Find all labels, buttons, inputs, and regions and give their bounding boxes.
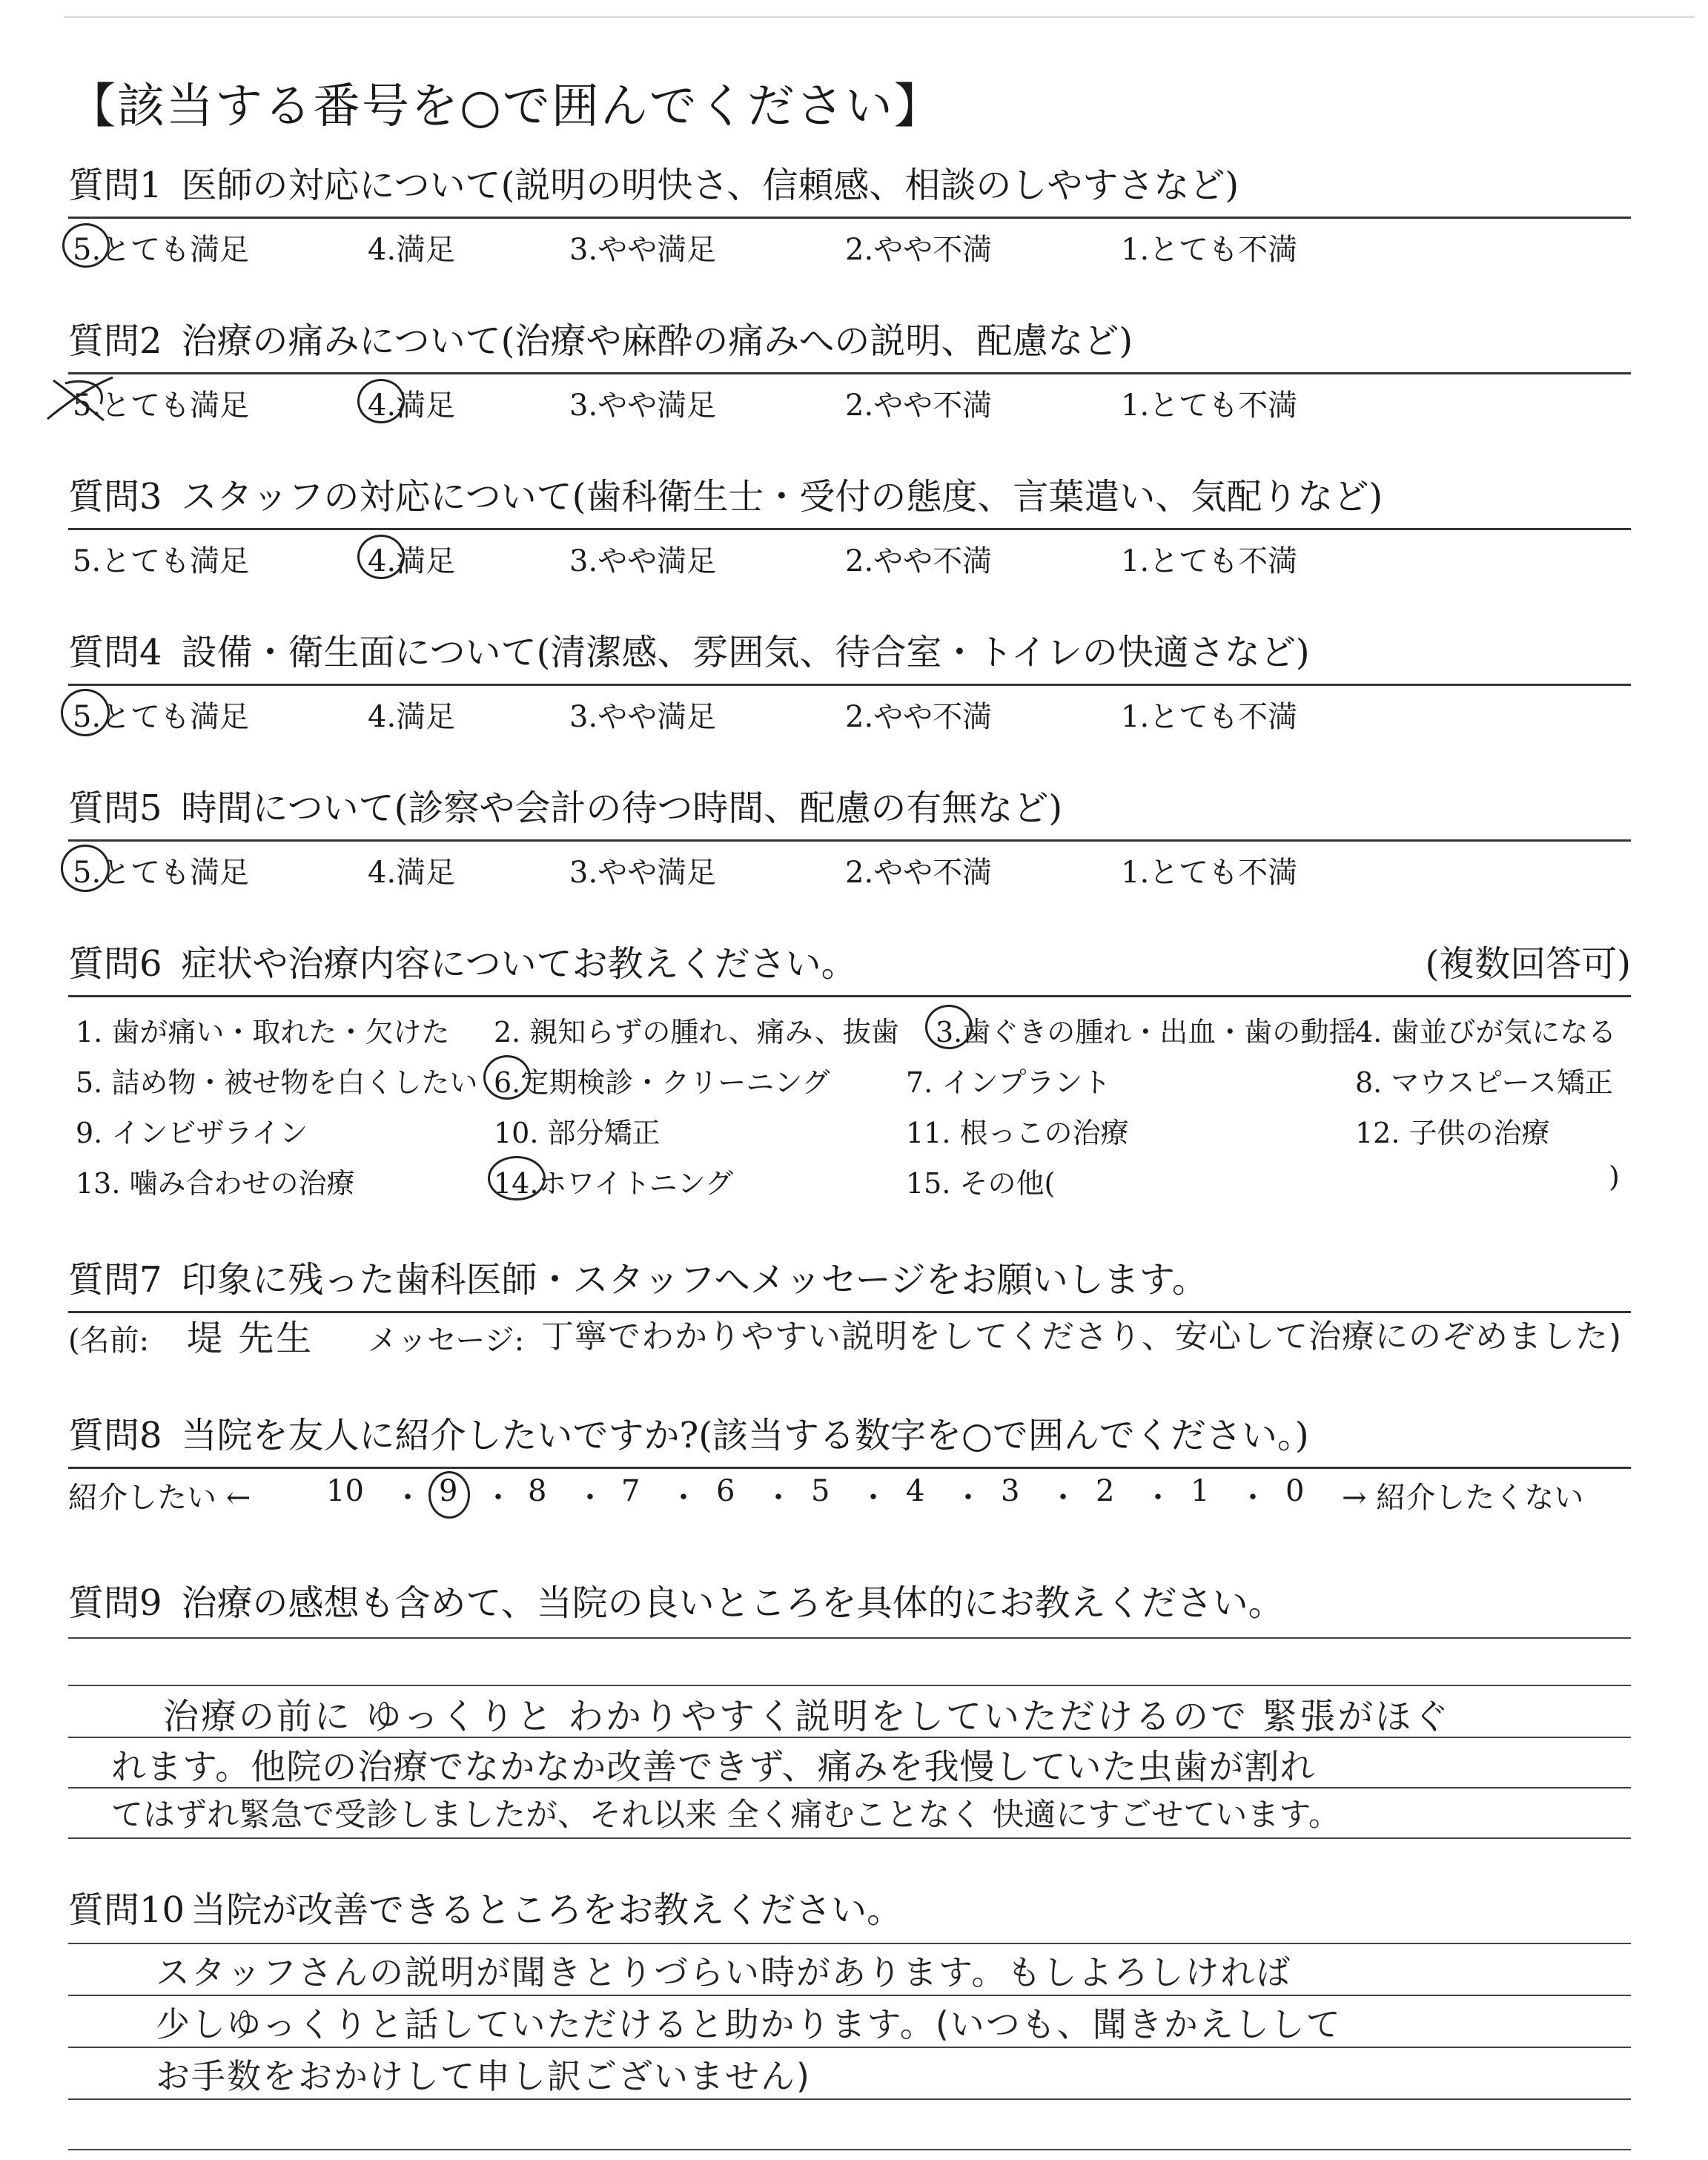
name-value[interactable]: 堤 先生 <box>187 1318 314 1359</box>
question-number: 質問7 <box>68 1259 162 1301</box>
option-3[interactable]: 3.やや満足 <box>569 389 717 423</box>
answer-text-line[interactable]: スタッフさんの説明が聞きとりづらい時があります。もしよろしければ <box>156 1952 1292 1992</box>
question-number: 質問2 <box>68 320 162 362</box>
selection-circle <box>925 1005 973 1049</box>
option-2[interactable]: 2.やや不満 <box>845 544 993 578</box>
instruction-header: 【該当する番号を○で囲んでください】 <box>68 79 943 134</box>
cross-out-mark <box>43 374 117 423</box>
message-label: メッセージ: <box>368 1324 525 1358</box>
message-row <box>68 1317 149 1359</box>
answer-line <box>68 1637 1631 1639</box>
question-title: 当院を友人に紹介したいですか?(該当する数字を○で囲んでください。) <box>181 1415 1309 1456</box>
question-title: 時間について(診察や会計の待つ時間、配慮の有無など) <box>181 787 1063 829</box>
scale-value[interactable]: 7 <box>621 1474 640 1508</box>
scale-value[interactable]: 0 <box>1285 1474 1305 1508</box>
symptom-item[interactable]: 5. 詰め物・被せ物を白くしたい <box>76 1066 478 1099</box>
answer-line <box>68 1837 1631 1839</box>
scale-dot: ・ <box>953 1481 983 1515</box>
option-5[interactable]: 5.とても満足 <box>73 700 250 734</box>
question-3 <box>68 470 1640 576</box>
answer-text-line[interactable]: れます。他院の治療でなかなか改善できず、痛みを我慢していた虫歯が割れ <box>111 1747 1316 1788</box>
question-title: 設備・衛生面について(清潔感、雰囲気、待合室・トイレの快適さなど) <box>181 632 1310 673</box>
option-4[interactable]: 4.満足 <box>368 544 456 578</box>
scale-value[interactable]: 4 <box>906 1474 925 1508</box>
symptom-item[interactable]: 10. 部分矯正 <box>494 1117 661 1149</box>
symptom-item[interactable]: 8. マウスピース矯正 <box>1355 1066 1613 1099</box>
option-1[interactable]: 1.とても不満 <box>1121 389 1298 423</box>
scale-dot: ・ <box>1238 1481 1268 1515</box>
symptom-item[interactable]: 7. インプラント <box>906 1066 1111 1099</box>
question-title: 治療の痛みについて(治療や麻酔の痛みへの説明、配慮など) <box>181 320 1133 362</box>
option-5[interactable]: 5.とても満足 <box>73 544 250 578</box>
option-1[interactable]: 1.とても不満 <box>1121 700 1298 734</box>
option-3[interactable]: 3.やや満足 <box>569 233 717 267</box>
selection-circle <box>428 1471 470 1519</box>
question-8 <box>68 1409 1640 1469</box>
option-3[interactable]: 3.やや満足 <box>569 856 717 890</box>
option-1[interactable]: 1.とても不満 <box>1121 233 1298 267</box>
message-value[interactable]: 丁寧でわかりやすい説明をしてくださり、安心して治療にのぞめました) <box>541 1318 1623 1355</box>
referral-scale <box>68 1474 1631 1519</box>
divider <box>68 1467 1631 1469</box>
answer-text-line[interactable]: 治療の前に ゆっくりと わかりやすく説明をしていただけるので 緊張がほぐ <box>163 1696 1452 1737</box>
scale-value[interactable]: 3 <box>1001 1474 1020 1508</box>
scale-dot: ・ <box>575 1481 605 1515</box>
scale-dot: ・ <box>669 1481 698 1515</box>
question-6 <box>68 937 1640 1205</box>
question-10 <box>68 1883 1640 1937</box>
answer-text-line[interactable]: お手数をおかけして申し訳ございません) <box>156 2056 811 2096</box>
scan-edge-line <box>64 16 1695 18</box>
answer-text-line[interactable]: 少しゆっくりと話していただけると助かります。(いつも、聞きかえしして <box>156 2004 1342 2044</box>
question-title: 印象に残った歯科医師・スタッフへメッセージをお願いします。 <box>181 1259 1208 1301</box>
option-3[interactable]: 3.やや満足 <box>569 700 717 734</box>
question-title: 医師の対応について(説明の明快さ、信頼感、相談のしやすさなど) <box>181 165 1239 206</box>
multiple-answers-note: (複数回答可) <box>1425 943 1631 985</box>
selection-circle <box>62 223 110 268</box>
option-5[interactable]: 5.とても満足 <box>73 389 250 423</box>
answer-line <box>68 1995 1631 1996</box>
question-number: 質問6 <box>68 943 162 985</box>
symptom-item[interactable]: 3.歯ぐきの腫れ・出血・歯の動揺 <box>936 1016 1357 1048</box>
question-number: 質問1 <box>68 165 162 206</box>
scale-value[interactable]: 9 <box>439 1474 458 1508</box>
question-title: 症状や治療内容についてお教えください。 <box>181 943 857 985</box>
answer-line <box>68 2149 1631 2150</box>
scale-value[interactable]: 10 <box>326 1474 364 1508</box>
symptom-item[interactable]: 12. 子供の治療 <box>1355 1117 1550 1149</box>
scale-dot: ・ <box>1143 1481 1173 1515</box>
option-4[interactable]: 4.満足 <box>368 233 456 267</box>
scale-dot: ・ <box>483 1481 513 1515</box>
answer-line <box>68 2098 1631 2100</box>
answer-line <box>68 1943 1631 1944</box>
question-title: スタッフの対応について(歯科衛生士・受付の態度、言葉遣い、気配りなど) <box>181 476 1383 518</box>
option-2[interactable]: 2.やや不満 <box>845 700 993 734</box>
option-2[interactable]: 2.やや不満 <box>845 233 993 267</box>
selection-circle <box>61 845 110 892</box>
question-title: 治療の感想も含めて、当院の良いところを具体的にお教えください。 <box>181 1582 1284 1624</box>
scale-value[interactable]: 6 <box>716 1474 735 1508</box>
symptom-item[interactable]: 14.ホワイトニング <box>494 1167 734 1200</box>
answer-line <box>68 1685 1631 1686</box>
question-5 <box>68 782 1640 888</box>
symptom-item[interactable]: 6.定期検診・クリーニング <box>494 1066 830 1099</box>
scale-value[interactable]: 5 <box>811 1474 830 1508</box>
option-4[interactable]: 4.満足 <box>368 700 456 734</box>
symptom-item[interactable]: 2. 親知らずの腫れ、痛み、抜歯 <box>494 1016 899 1048</box>
scale-dot: ・ <box>1048 1481 1078 1515</box>
question-number: 質問9 <box>68 1582 162 1624</box>
symptom-item[interactable]: 9. インビザライン <box>76 1117 308 1149</box>
question-number: 質問8 <box>68 1415 162 1456</box>
question-title: 当院が改善できるところをお教えください。 <box>191 1889 903 1931</box>
question-1 <box>68 159 1640 265</box>
question-number: 質問4 <box>68 632 162 673</box>
option-2[interactable]: 2.やや不満 <box>845 856 993 890</box>
selection-circle <box>61 689 110 736</box>
question-4 <box>68 626 1640 732</box>
question-number: 質問10 <box>68 1889 185 1931</box>
question-2 <box>68 314 1640 423</box>
scale-value[interactable]: 2 <box>1096 1474 1115 1508</box>
scale-right-label: → 紹介したくない <box>1342 1481 1584 1515</box>
option-2[interactable]: 2.やや不満 <box>845 389 993 423</box>
option-5[interactable]: 5.とても満足 <box>73 856 250 890</box>
answer-line <box>68 2047 1631 2048</box>
other-close-paren: ) <box>1609 1160 1620 1193</box>
option-4[interactable]: 4.満足 <box>368 856 456 890</box>
symptom-item[interactable]: 4. 歯並びが気になる <box>1355 1016 1617 1048</box>
option-1[interactable]: 1.とても不満 <box>1121 544 1298 578</box>
symptom-item[interactable]: 1. 歯が痛い・取れた・欠けた <box>76 1016 450 1048</box>
scale-left-label: 紹介したい ← <box>68 1481 251 1515</box>
question-number: 質問3 <box>68 476 162 518</box>
scale-dot: ・ <box>393 1481 423 1515</box>
answer-text-line[interactable]: てはずれ緊急で受診しましたが、それ以来 全く痛むことなく 快適にすごせています。 <box>111 1797 1340 1834</box>
scale-dot: ・ <box>858 1481 888 1515</box>
question-9 <box>68 1576 1640 1630</box>
option-1[interactable]: 1.とても不満 <box>1121 856 1298 890</box>
symptom-item[interactable]: 11. 根っこの治療 <box>906 1117 1129 1149</box>
question-7 <box>68 1253 1640 1313</box>
question-number: 質問5 <box>68 787 162 829</box>
selection-circle <box>357 379 405 423</box>
scale-value[interactable]: 8 <box>528 1474 547 1508</box>
option-4[interactable]: 4.満足 <box>368 389 456 423</box>
scale-value[interactable]: 1 <box>1191 1474 1210 1508</box>
name-label: (名前: <box>68 1324 150 1358</box>
scale-dot: ・ <box>764 1481 793 1515</box>
symptom-item[interactable]: 13. 噛み合わせの治療 <box>76 1167 355 1200</box>
message-label-row <box>368 1317 524 1359</box>
selection-circle <box>488 1156 546 1200</box>
symptom-item[interactable]: 15. その他( <box>906 1167 1056 1200</box>
option-5[interactable]: 5.とても満足 <box>73 233 250 267</box>
option-3[interactable]: 3.やや満足 <box>569 544 717 578</box>
selection-circle <box>357 535 405 579</box>
selection-circle <box>483 1055 531 1100</box>
